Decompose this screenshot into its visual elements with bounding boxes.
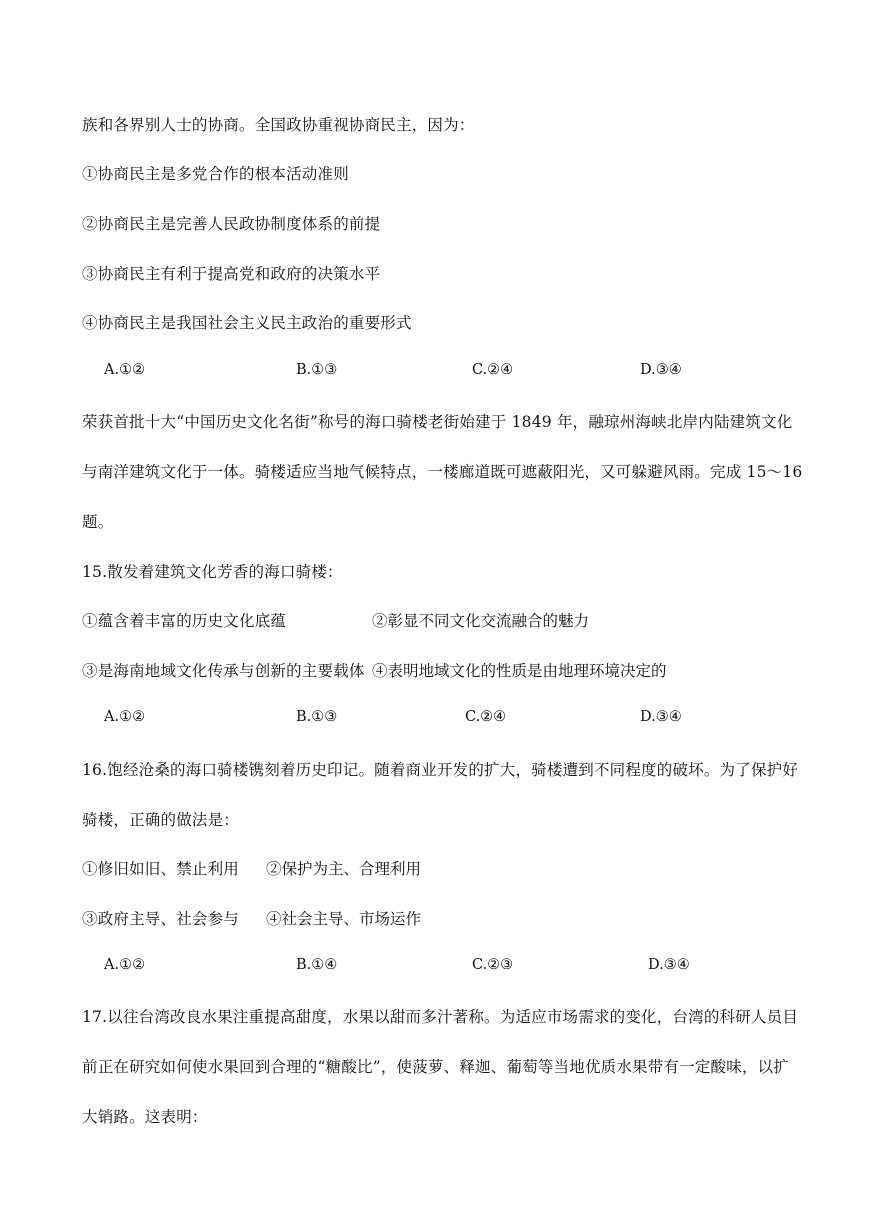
q16-item-2: ②保护为主、合理利用	[266, 860, 422, 878]
q15-item-4: ④表明地域文化的性质是由地理环境决定的	[372, 662, 667, 680]
q17-stem-line-3: 大销路。这表明：	[82, 1108, 208, 1126]
q16-option-b: B.①④	[296, 957, 338, 973]
q16-item-4: ④社会主导、市场运作	[266, 910, 422, 928]
q14-option-b: B.①③	[296, 362, 338, 378]
q15-item-3: ③是海南地域文化传承与创新的主要载体	[82, 662, 365, 680]
q14-item-3: ③协商民主有利于提高党和政府的决策水平	[82, 265, 381, 283]
material-line-3: 题。	[82, 513, 114, 531]
q16-stem-line-1: 16.饱经沧桑的海口骑楼镌刻着历史印记。随着商业开发的扩大，骑楼遭到不同程度的破坏。为了保护好	[82, 761, 799, 779]
q14-option-d: D.③④	[640, 362, 682, 378]
q16-option-d: D.③④	[648, 957, 690, 973]
q15-option-d: D.③④	[640, 709, 682, 725]
material-line-1: 荣获首批十大“中国历史文化名街”称号的海口骑楼老街始建于 1849 年，融琼州海峡北岸内陆建筑文化	[82, 413, 793, 431]
q15-option-b: B.①③	[296, 709, 338, 725]
q15-item-2: ②彰显不同文化交流融合的魅力	[372, 612, 590, 630]
q16-option-c: C.②③	[472, 957, 514, 973]
q15-option-a: A.①②	[104, 709, 146, 725]
q17-stem-line-2: 前正在研究如何使水果回到合理的“糖酸比”，使菠萝、释迦、葡萄等当地优质水果带有一定酸味，以扩	[82, 1058, 790, 1076]
q16-item-1: ①修旧如旧、禁止利用	[82, 860, 240, 878]
q16-option-a: A.①②	[104, 957, 146, 973]
q15-stem: 15.散发着建筑文化芳香的海口骑楼：	[82, 563, 343, 581]
q14-stem-tail: 族和各界别人士的协商。全国政协重视协商民主，因为：	[82, 116, 475, 134]
q14-item-4: ④协商民主是我国社会主义民主政治的重要形式	[82, 314, 412, 332]
q16-item-3: ③政府主导、社会参与	[82, 910, 240, 928]
q14-item-2: ②协商民主是完善人民政协制度体系的前提	[82, 215, 381, 233]
q15-item-1: ①蕴含着丰富的历史文化底蕴	[82, 612, 287, 630]
q15-option-c: C.②④	[465, 709, 507, 725]
q17-stem-line-1: 17.以往台湾改良水果注重提高甜度，水果以甜而多汁著称。为适应市场需求的变化，台湾的科研人员目	[82, 1008, 799, 1026]
q14-item-1: ①协商民主是多党合作的根本活动准则	[82, 165, 349, 183]
q14-option-c: C.②④	[472, 362, 514, 378]
material-line-2: 与南洋建筑文化于一体。骑楼适应当地气候特点，一楼廊道既可遮蔽阳光，又可躲避风雨。完成 15～16	[82, 463, 803, 481]
q16-stem-line-2: 骑楼，正确的做法是：	[82, 811, 240, 829]
q14-option-a: A.①②	[104, 362, 146, 378]
